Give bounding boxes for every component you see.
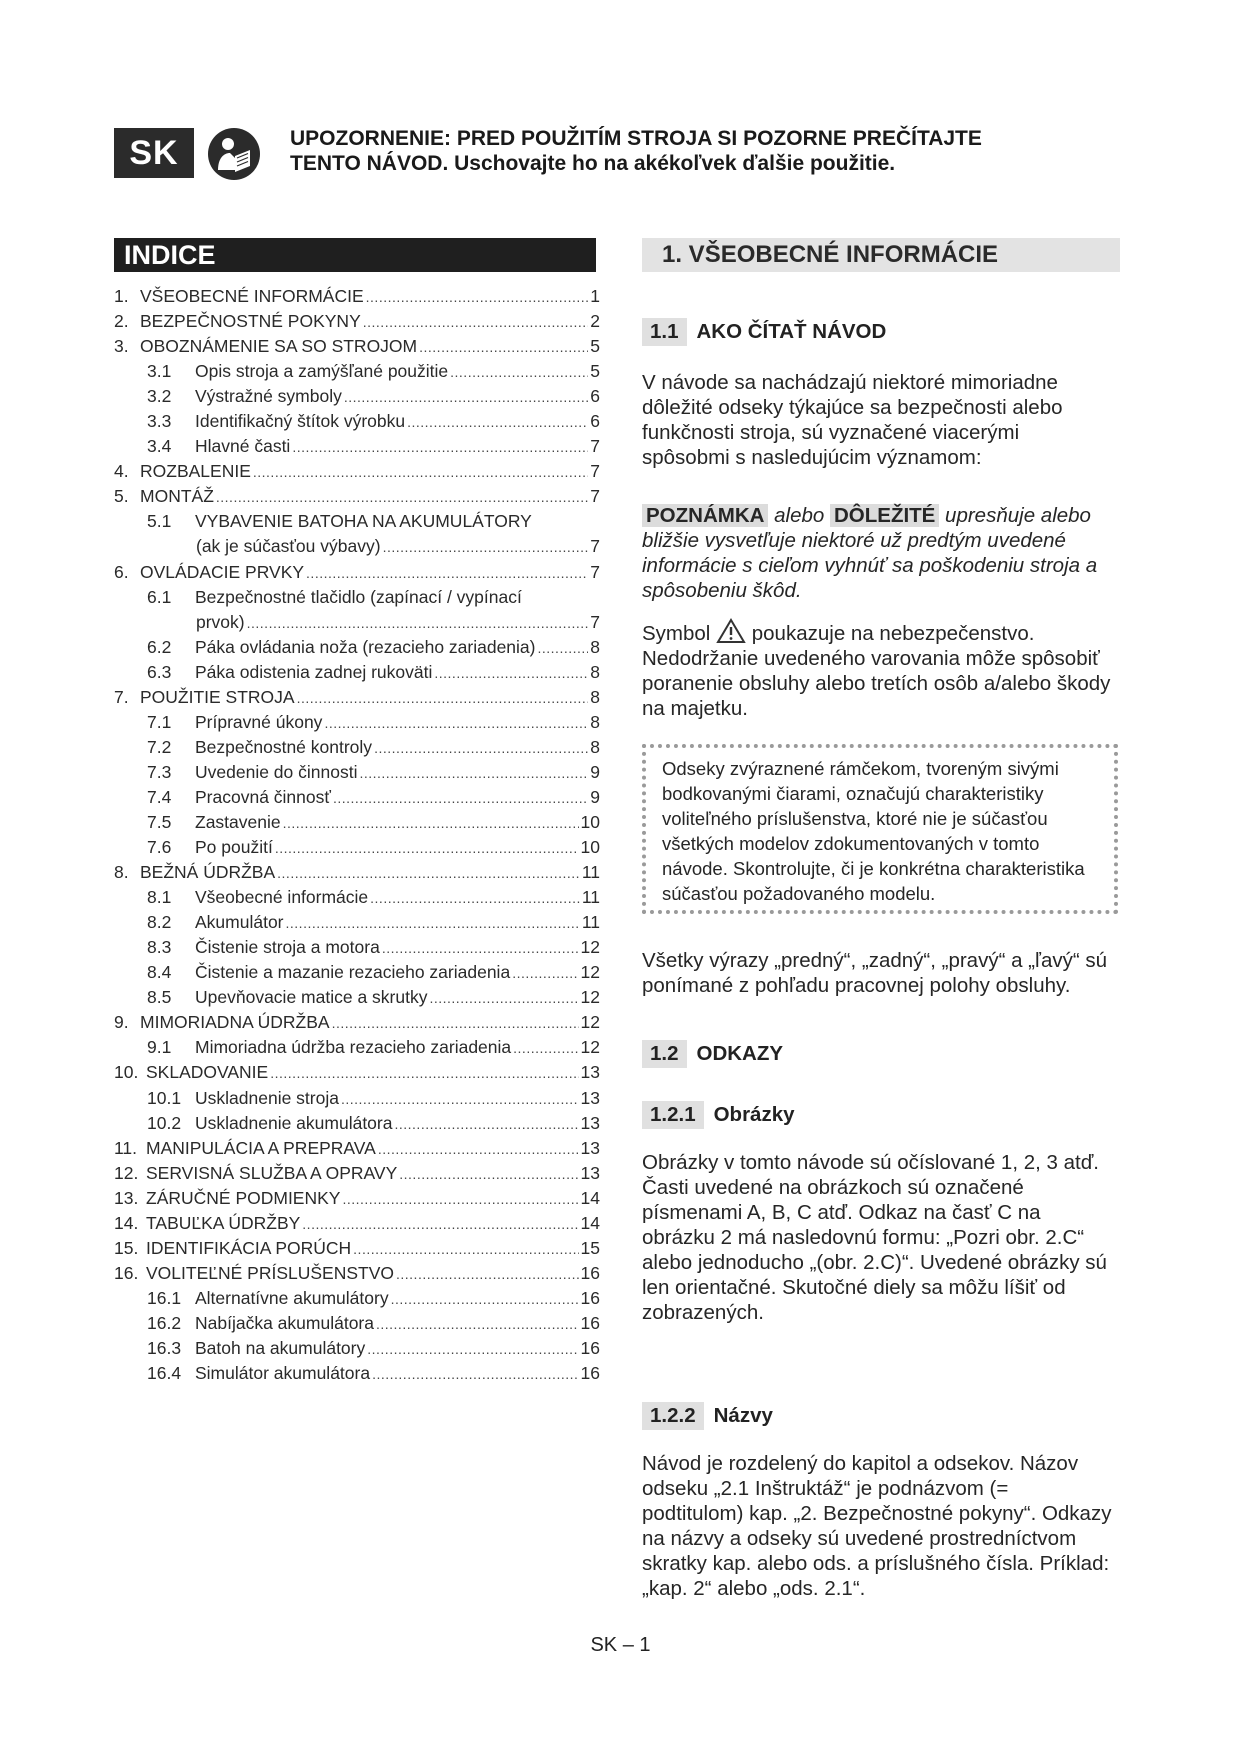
toc-entry-title: OBOZNÁMENIE SA SO STROJOM — [140, 336, 418, 357]
toc-entry — [114, 762, 600, 787]
toc-entry-title: IDENTIFIKÁCIA PORÚCH — [146, 1237, 352, 1258]
subsection-number: 1.2.1 — [642, 1101, 704, 1129]
toc-leader-dots — [419, 339, 588, 355]
toc-entry — [114, 1338, 600, 1363]
toc-entry-title: SERVISNÁ SLUŽBA A OPRAVY — [146, 1162, 398, 1183]
toc-leader-dots — [275, 840, 579, 856]
toc-leader-dots — [450, 364, 588, 380]
toc-entry-page: 8 — [590, 736, 600, 757]
toc-entry-number: 6.2 — [147, 636, 172, 657]
toc-entry-title: Batoh na akumulátory — [195, 1337, 366, 1358]
toc-entry-number: 8.3 — [147, 937, 172, 958]
toc-leader-dots — [342, 1191, 578, 1207]
subsection-title: Obrázky — [713, 1103, 795, 1126]
toc-entry — [114, 436, 600, 461]
subsection-number: 1.2.2 — [642, 1402, 704, 1430]
table-of-contents — [114, 286, 600, 1388]
toc-entry-page: 7 — [590, 561, 600, 582]
subsection-title: AKO ČÍTAŤ NÁVOD — [696, 320, 887, 343]
toc-entry-title: Výstražné symboly — [195, 386, 342, 407]
toc-entry-title: prvok) — [196, 611, 245, 632]
toc-entry-title: POUŽITIE STROJA — [140, 686, 295, 707]
toc-entry-title: Čistenie a mazanie rezacieho zariadenia — [195, 962, 511, 983]
toc-entry — [114, 461, 600, 486]
toc-leader-dots — [382, 940, 579, 956]
toc-entry-page: 11 — [581, 912, 600, 933]
subsection-1-2-heading — [642, 1040, 783, 1068]
toc-entry — [114, 486, 600, 511]
toc-entry — [114, 1062, 600, 1087]
toc-leader-dots — [247, 615, 589, 631]
toc-entry-number: 7.4 — [147, 786, 172, 807]
toc-leader-dots — [332, 1015, 579, 1031]
section-title: 1. VŠEOBECNÉ INFORMÁCIE — [642, 238, 1120, 272]
toc-leader-dots — [429, 990, 578, 1006]
toc-entry — [114, 1188, 600, 1213]
toc-entry-page: 16 — [580, 1337, 600, 1358]
toc-entry-page: 16 — [580, 1363, 600, 1384]
intro-paragraph: V návode sa nachádzajú niektoré mimoriadne dôležité odseky týkajúce sa bezpečnosti alebo funkčnosti stroja, sú vyznačené viacerými spôsobmi s nasledujúcim významom: — [642, 371, 1063, 469]
toc-entry — [114, 1012, 600, 1037]
toc-entry-title: MIMORIADNA ÚDRŽBA — [140, 1012, 330, 1033]
toc-entry — [114, 712, 600, 737]
toc-entry-page: 13 — [580, 1137, 600, 1158]
toc-leader-dots — [286, 915, 580, 931]
toc-entry — [114, 612, 600, 637]
warning-line-1: UPOZORNENIE: PRED POUŽITÍM STROJA SI POZORNE PREČÍTAJTE — [290, 127, 982, 150]
toc-entry-page: 10 — [580, 811, 600, 832]
toc-entry-page: 8 — [590, 661, 600, 682]
toc-entry — [114, 662, 600, 687]
toc-leader-dots — [370, 890, 580, 906]
warning-line-2: TENTO NÁVOD. Uschovajte ho na akékoľvek ďalšie použitie. — [290, 152, 896, 175]
toc-entry — [114, 862, 600, 887]
toc-entry-number: 15. — [114, 1237, 139, 1258]
symbol-text: poukazuje na nebezpečenstvo. Nedodržanie uvedeného varovania môže spôsobiť poranenie obsluhy alebo tretích osôb a/alebo škody na majetku. — [642, 622, 1111, 720]
toc-entry-number: 3. — [114, 336, 129, 357]
toc-entry-page: 6 — [590, 411, 600, 432]
toc-entry — [114, 1363, 600, 1388]
toc-entry-number: 16.1 — [147, 1287, 182, 1308]
toc-leader-dots — [383, 539, 589, 555]
toc-entry-number: 16. — [114, 1262, 139, 1283]
toc-entry-title: Všeobecné informácie — [195, 887, 369, 908]
subsection-1-2-2-heading — [642, 1402, 773, 1430]
toc-entry-title: ZÁRUČNÉ PODMIENKY — [146, 1187, 341, 1208]
toc-entry — [114, 812, 600, 837]
toc-entry-title: Identifikačný štítok výrobku — [195, 411, 406, 432]
toc-entry-number: 16.3 — [147, 1337, 182, 1358]
toc-entry-title: OVLÁDACIE PRVKY — [140, 561, 305, 582]
toc-entry-title: Zastavenie — [195, 811, 281, 832]
toc-entry-page: 16 — [580, 1312, 600, 1333]
toc-entry-number: 5. — [114, 486, 129, 507]
toc-entry-title: Simulátor akumulátora — [195, 1363, 371, 1384]
toc-entry-title: SKLADOVANIE — [146, 1062, 269, 1083]
toc-entry-title: VOLITEĽNÉ PRÍSLUŠENSTVO — [146, 1262, 394, 1283]
toc-entry-page: 9 — [590, 786, 600, 807]
toc-leader-dots — [302, 1216, 578, 1232]
toc-entry-title: Páka ovládania noža (rezacieho zariadenia) — [195, 636, 536, 657]
toc-entry-page: 9 — [590, 761, 600, 782]
toc-entry-number: 2. — [114, 311, 129, 332]
toc-entry-number: 3.3 — [147, 411, 172, 432]
toc-entry-page: 7 — [590, 461, 600, 482]
toc-entry-page: 6 — [590, 386, 600, 407]
toc-leader-dots — [434, 665, 588, 681]
toc-entry-page: 12 — [580, 1012, 600, 1033]
toc-entry-number: 5.1 — [147, 511, 172, 532]
toc-entry — [114, 1113, 600, 1138]
toc-entry — [114, 787, 600, 812]
toc-entry-number: 7.6 — [147, 837, 172, 858]
toc-entry-page: 10 — [580, 837, 600, 858]
toc-entry-number: 10. — [114, 1062, 139, 1083]
toc-leader-dots — [374, 740, 588, 756]
toc-entry-number: 9.1 — [147, 1037, 172, 1058]
toc-leader-dots — [297, 690, 589, 706]
toc-entry-number: 8. — [114, 862, 129, 883]
toc-entry — [114, 837, 600, 862]
toc-entry — [114, 937, 600, 962]
toc-entry-page: 8 — [590, 711, 600, 732]
toc-entry-title: Bezpečnostné kontroly — [195, 736, 373, 757]
toc-entry-number: 7.1 — [147, 711, 172, 732]
toc-entry — [114, 411, 600, 436]
subsection-title: Názvy — [713, 1404, 773, 1427]
toc-leader-dots — [372, 1366, 578, 1382]
toc-leader-dots — [306, 565, 588, 581]
toc-leader-dots — [277, 865, 580, 881]
symbol-prefix: Symbol — [642, 622, 717, 645]
toc-entry-number: 6.3 — [147, 661, 172, 682]
toc-leader-dots — [283, 815, 579, 831]
toc-entry-number: 8.4 — [147, 962, 172, 983]
toc-entry-title: Prípravné úkony — [195, 711, 323, 732]
toc-entry-number: 9. — [114, 1012, 129, 1033]
toc-leader-dots — [378, 1141, 579, 1157]
toc-entry-page: 16 — [580, 1262, 600, 1283]
toc-entry-title: Páka odistenia zadnej rukoväti — [195, 661, 433, 682]
toc-leader-dots — [513, 1040, 578, 1056]
toc-entry-title: BEŽNÁ ÚDRŽBA — [140, 862, 276, 883]
toc-entry — [114, 286, 600, 311]
toc-entry — [114, 737, 600, 762]
toc-entry-page: 5 — [590, 336, 600, 357]
toc-entry-number: 3.4 — [147, 436, 172, 457]
toc-entry-page: 8 — [590, 686, 600, 707]
toc-entry-number: 13. — [114, 1187, 139, 1208]
toc-entry — [114, 511, 600, 536]
toc-entry — [114, 1037, 600, 1062]
toc-entry — [114, 987, 600, 1012]
toc-entry-number: 11. — [114, 1137, 138, 1158]
toc-leader-dots — [366, 289, 589, 305]
warning-triangle-icon — [716, 618, 746, 644]
toc-entry-number: 14. — [114, 1212, 139, 1233]
toc-entry-page: 2 — [590, 311, 600, 332]
hazard-symbol-paragraph — [642, 618, 1112, 721]
toc-entry-title: MANIPULÁCIA A PREPRAVA — [146, 1137, 376, 1158]
language-badge: SK — [114, 128, 194, 178]
toc-entry-title: Nabíjačka akumulátora — [195, 1312, 374, 1333]
toc-leader-dots — [399, 1166, 578, 1182]
toc-leader-dots — [512, 965, 578, 981]
toc-entry-page: 7 — [590, 611, 600, 632]
toc-entry-page: 8 — [590, 636, 600, 657]
toc-entry — [114, 386, 600, 411]
toc-entry-number: 12. — [114, 1162, 139, 1183]
toc-leader-dots — [396, 1266, 579, 1282]
toc-entry-number: 7.2 — [147, 736, 172, 757]
toc-entry-page: 15 — [580, 1237, 600, 1258]
toc-entry-title: Bezpečnostné tlačidlo (zapínací / vypínací — [195, 586, 522, 607]
toc-entry — [114, 562, 600, 587]
toc-entry — [114, 912, 600, 937]
toc-entry-page: 13 — [580, 1112, 600, 1133]
important-label: DÔLEŽITÉ — [830, 504, 939, 527]
toc-entry-number: 8.1 — [147, 887, 172, 908]
note-label: POZNÁMKA — [642, 504, 768, 527]
toc-entry-page: 14 — [580, 1187, 600, 1208]
toc-entry-title: BEZPEČNOSTNÉ POKYNY — [140, 311, 361, 332]
subsection-1-2-1-heading — [642, 1101, 795, 1129]
figures-paragraph: Obrázky v tomto návode sú očíslované 1, 2, 3 atď. Časti uvedené na obrázkoch sú označené písmenami A, B, C atď. Odkaz na časť C na obrázku 2 má nasledovnú formu: „Pozri obr. 2.C“ alebo jednoducho „(obr. 2.C)“. Uvedené obrázky sú len orientačné. Skutočné diely sa môžu líšiť od zobrazených. — [642, 1151, 1107, 1324]
toc-entry-title: (ak je súčasťou výbavy) — [196, 536, 381, 557]
subsection-1-1-heading — [642, 318, 886, 346]
toc-entry-page: 11 — [581, 862, 600, 883]
toc-entry-title: Po použití — [195, 837, 273, 858]
titles-paragraph: Návod je rozdelený do kapitol a odsekov. Názov odseku „2.1 Inštruktáž“ je podnázvom (= podtitulom) kap. „2. Bezpečnostné pokyny“. Odkazy na názvy a odseky sú uvedené prostredníctvom skratky kap. alebo ods. a príslušného čísla. Príklad: „kap. 2“ alebo „ods. 2.1“. — [642, 1452, 1112, 1600]
toc-entry-number: 16.4 — [147, 1363, 182, 1384]
toc-entry-title: Mimoriadna údržba rezacieho zariadenia — [195, 1037, 512, 1058]
toc-leader-dots — [344, 389, 588, 405]
toc-entry-title: Opis stroja a zamýšľané použitie — [195, 361, 449, 382]
toc-entry — [114, 637, 600, 662]
toc-entry-title: Uskladnenie akumulátora — [195, 1112, 393, 1133]
toc-entry-number: 10.2 — [147, 1112, 182, 1133]
toc-entry-title: MONTÁŽ — [140, 486, 214, 507]
toc-entry-number: 8.2 — [147, 912, 172, 933]
toc-entry-page: 12 — [580, 962, 600, 983]
toc-entry-number: 10.1 — [147, 1087, 182, 1108]
toc-leader-dots — [216, 489, 588, 505]
toc-entry-title: Uvedenie do činnosti — [195, 761, 358, 782]
toc-entry — [114, 311, 600, 336]
toc-leader-dots — [407, 414, 588, 430]
toc-entry-title: VYBAVENIE BATOHA NA AKUMULÁTORY — [195, 511, 532, 532]
toc-entry-number: 6. — [114, 561, 129, 582]
toc-entry-number: 7.3 — [147, 761, 172, 782]
toc-entry — [114, 1088, 600, 1113]
toc-entry — [114, 962, 600, 987]
toc-leader-dots — [394, 1116, 578, 1132]
toc-leader-dots — [333, 790, 588, 806]
toc-leader-dots — [376, 1316, 579, 1332]
toc-leader-dots — [292, 439, 588, 455]
toc-leader-dots — [353, 1241, 578, 1257]
toc-entry-number: 3.2 — [147, 386, 172, 407]
toc-leader-dots — [363, 314, 589, 330]
toc-entry-page: 12 — [580, 937, 600, 958]
toc-entry — [114, 1313, 600, 1338]
toc-entry-number: 1. — [114, 286, 129, 306]
toc-entry-number: 8.5 — [147, 987, 172, 1008]
toc-entry — [114, 1213, 600, 1238]
toc-entry-page: 13 — [580, 1087, 600, 1108]
toc-leader-dots — [359, 765, 588, 781]
toc-entry-page: 14 — [580, 1212, 600, 1233]
toc-entry-title: TABUĽKA ÚDRŽBY — [146, 1212, 301, 1233]
toc-entry-page: 7 — [590, 486, 600, 507]
safety-warning — [290, 126, 1190, 176]
optional-feature-box: Odseky zvýraznené rámčekom, tvoreným sivými bodkovanými čiarami, označujú charakteristiky voliteľného príslušenstva, ktoré nie je súčasťou všetkých modelov zdokumentovaných v tomto návode. Skontrolujte, či je konkrétna charakteristika súčasťou požadovaného modelu. — [642, 744, 1118, 914]
toc-entry-number: 6.1 — [147, 586, 172, 607]
toc-entry-number: 7. — [114, 686, 129, 707]
toc-entry-title: Pracovná činnosť — [195, 786, 331, 807]
toc-leader-dots — [324, 715, 588, 731]
toc-entry-title: Uskladnenie stroja — [195, 1087, 339, 1108]
toc-entry — [114, 887, 600, 912]
toc-entry — [114, 336, 600, 361]
read-manual-icon — [206, 126, 262, 182]
toc-entry-number: 3.1 — [147, 361, 172, 382]
toc-entry — [114, 1238, 600, 1263]
toc-title: INDICE — [114, 238, 596, 272]
note-connector: alebo — [768, 504, 830, 527]
note-paragraph — [642, 503, 1112, 603]
toc-entry-number: 7.5 — [147, 811, 172, 832]
toc-entry — [114, 1263, 600, 1288]
toc-entry-page: 5 — [590, 361, 600, 382]
toc-entry — [114, 361, 600, 386]
toc-entry-number: 16.2 — [147, 1312, 182, 1333]
subsection-number: 1.1 — [642, 318, 687, 346]
toc-entry-page: 12 — [580, 987, 600, 1008]
toc-entry-title: Čistenie stroja a motora — [195, 937, 380, 958]
toc-entry-title: Akumulátor — [195, 912, 284, 933]
toc-entry — [114, 1163, 600, 1188]
toc-entry — [114, 687, 600, 712]
note-text: upresňuje alebo bližšie vysvetľuje niektoré už predtým uvedené informácie s cieľom vyhnúť sa poškodeniu stroja a spôsobeniu škôd. — [642, 504, 1098, 602]
toc-entry-page: 11 — [581, 887, 600, 908]
subsection-number: 1.2 — [642, 1040, 687, 1068]
toc-entry-title: Hlavné časti — [195, 436, 291, 457]
toc-entry-title: VŠEOBECNÉ INFORMÁCIE — [140, 286, 364, 306]
toc-leader-dots — [367, 1341, 578, 1357]
toc-entry — [114, 536, 600, 561]
toc-entry-title: Alternatívne akumulátory — [195, 1287, 389, 1308]
toc-entry-number: 4. — [114, 461, 129, 482]
toc-leader-dots — [341, 1091, 579, 1107]
toc-entry-title: Upevňovacie matice a skrutky — [195, 987, 428, 1008]
toc-entry — [114, 1138, 600, 1163]
subsection-title: ODKAZY — [696, 1042, 784, 1065]
toc-entry-page: 7 — [590, 536, 600, 557]
toc-leader-dots — [538, 640, 589, 656]
toc-entry-title: ROZBALENIE — [140, 461, 251, 482]
toc-entry-page: 1 — [590, 286, 600, 306]
toc-entry-page: 13 — [580, 1062, 600, 1083]
page-number: SK – 1 — [590, 1634, 651, 1656]
toc-entry-page: 12 — [580, 1037, 600, 1058]
toc-leader-dots — [253, 464, 588, 480]
toc-entry — [114, 587, 600, 612]
toc-entry-page: 13 — [580, 1162, 600, 1183]
directions-paragraph: Všetky výrazy „predný“, „zadný“, „pravý“ a „ľavý“ sú ponímané z pohľadu pracovnej polohy obsluhy. — [642, 949, 1108, 997]
toc-entry-page: 16 — [580, 1287, 600, 1308]
toc-entry — [114, 1288, 600, 1313]
toc-entry-page: 7 — [590, 436, 600, 457]
toc-leader-dots — [391, 1291, 579, 1307]
toc-leader-dots — [270, 1065, 578, 1081]
